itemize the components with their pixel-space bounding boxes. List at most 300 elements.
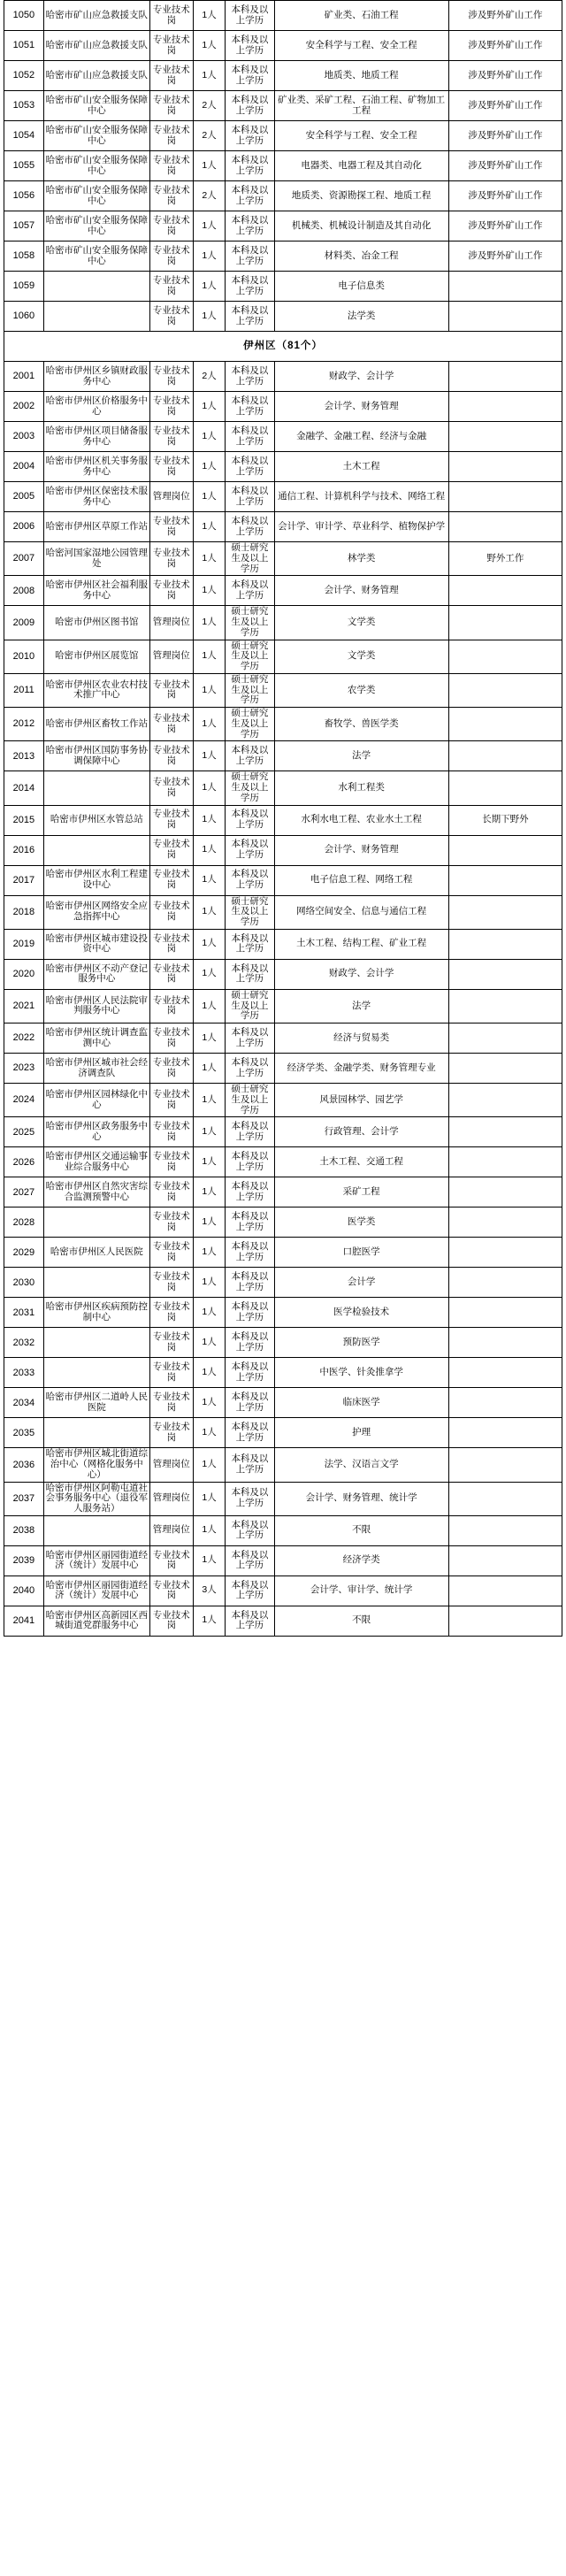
cell-post-type: 专业技术岗 xyxy=(149,121,193,151)
cell-post-type: 专业技术岗 xyxy=(149,1418,193,1448)
cell-note xyxy=(448,1418,562,1448)
cell-education: 硕士研究生及以上学历 xyxy=(226,606,274,640)
cell-headcount: 1人 xyxy=(193,1358,226,1388)
cell-unit-name xyxy=(43,771,149,805)
cell-headcount: 1人 xyxy=(193,422,226,452)
cell-headcount: 1人 xyxy=(193,835,226,865)
cell-education: 本科及以上学历 xyxy=(226,576,274,606)
table-row xyxy=(4,422,562,452)
cell-major: 会计学、审计学、草业科学、植物保护学 xyxy=(274,512,448,542)
cell-post-type: 专业技术岗 xyxy=(149,211,193,242)
cell-note: 涉及野外矿山工作 xyxy=(448,1,562,31)
cell-unit-name: 哈密市矿山安全服务保障中心 xyxy=(43,121,149,151)
table-row xyxy=(4,1388,562,1418)
cell-note xyxy=(448,1084,562,1117)
cell-unit-name: 哈密市伊州区高新园区西城街道党群服务中心 xyxy=(43,1606,149,1636)
cell-unit-name: 哈密市矿山应急救援支队 xyxy=(43,31,149,61)
cell-major: 安全科学与工程、安全工程 xyxy=(274,121,448,151)
cell-education: 本科及以上学历 xyxy=(226,1606,274,1636)
cell-unit-name: 哈密市矿山应急救援支队 xyxy=(43,61,149,91)
section-title: 伊州区（81个） xyxy=(4,332,562,362)
cell-unit-name xyxy=(43,835,149,865)
table-row xyxy=(4,1024,562,1054)
cell-note xyxy=(448,1054,562,1084)
cell-major: 会计学、财务管理 xyxy=(274,392,448,422)
cell-major: 矿业类、采矿工程、石油工程、矿物加工工程 xyxy=(274,91,448,121)
cell-major: 畜牧学、兽医学类 xyxy=(274,708,448,741)
cell-major: 法学类 xyxy=(274,302,448,332)
cell-education: 硕士研究生及以上学历 xyxy=(226,771,274,805)
cell-code: 2041 xyxy=(4,1606,44,1636)
cell-education: 本科及以上学历 xyxy=(226,512,274,542)
cell-headcount: 1人 xyxy=(193,1147,226,1177)
cell-code: 2036 xyxy=(4,1448,44,1482)
cell-major: 地质类、资源勘探工程、地质工程 xyxy=(274,181,448,211)
cell-education: 本科及以上学历 xyxy=(226,362,274,392)
cell-code: 2029 xyxy=(4,1238,44,1268)
cell-code: 1059 xyxy=(4,272,44,302)
cell-note xyxy=(448,1328,562,1358)
cell-headcount: 1人 xyxy=(193,1268,226,1298)
cell-code: 2006 xyxy=(4,512,44,542)
table-row xyxy=(4,1298,562,1328)
table-row xyxy=(4,61,562,91)
cell-post-type: 专业技术岗 xyxy=(149,392,193,422)
cell-post-type: 专业技术岗 xyxy=(149,576,193,606)
cell-major: 预防医学 xyxy=(274,1328,448,1358)
cell-note xyxy=(448,1448,562,1482)
cell-education: 硕士研究生及以上学历 xyxy=(226,708,274,741)
cell-headcount: 1人 xyxy=(193,512,226,542)
table-row xyxy=(4,895,562,929)
cell-note xyxy=(448,606,562,640)
cell-note xyxy=(448,1147,562,1177)
cell-major: 机械类、机械设计制造及其自动化 xyxy=(274,211,448,242)
table-row xyxy=(4,1238,562,1268)
cell-unit-name: 哈密市伊州区二道岭人民医院 xyxy=(43,1388,149,1418)
table-row xyxy=(4,805,562,835)
cell-headcount: 1人 xyxy=(193,1482,226,1515)
cell-post-type: 专业技术岗 xyxy=(149,1298,193,1328)
cell-post-type: 专业技术岗 xyxy=(149,1147,193,1177)
cell-unit-name: 哈密市伊州区人民医院 xyxy=(43,1238,149,1268)
cell-headcount: 1人 xyxy=(193,673,226,707)
cell-major: 风景园林学、园艺学 xyxy=(274,1084,448,1117)
cell-major: 电子信息类 xyxy=(274,272,448,302)
cell-unit-name xyxy=(43,1208,149,1238)
cell-headcount: 1人 xyxy=(193,1298,226,1328)
cell-unit-name: 哈密市伊州区农业农村技术推广中心 xyxy=(43,673,149,707)
cell-major: 金融学、金融工程、经济与金融 xyxy=(274,422,448,452)
cell-education: 本科及以上学历 xyxy=(226,1388,274,1418)
cell-note: 涉及野外矿山工作 xyxy=(448,211,562,242)
cell-code: 1050 xyxy=(4,1,44,31)
cell-education: 本科及以上学历 xyxy=(226,1054,274,1084)
cell-post-type: 专业技术岗 xyxy=(149,1388,193,1418)
cell-post-type: 专业技术岗 xyxy=(149,741,193,771)
cell-education: 硕士研究生及以上学历 xyxy=(226,640,274,673)
cell-unit-name: 哈密市伊州区丽园街道经济（统计）发展中心 xyxy=(43,1545,149,1576)
cell-note xyxy=(448,1024,562,1054)
cell-code: 2001 xyxy=(4,362,44,392)
cell-note: 涉及野外矿山工作 xyxy=(448,151,562,181)
cell-unit-name: 哈密市伊州区疾病预防控制中心 xyxy=(43,1298,149,1328)
cell-education: 本科及以上学历 xyxy=(226,1208,274,1238)
cell-unit-name: 哈密市伊州区政务服务中心 xyxy=(43,1117,149,1147)
cell-unit-name: 哈密市伊州区草原工作站 xyxy=(43,512,149,542)
cell-major: 经济与贸易类 xyxy=(274,1024,448,1054)
cell-education: 本科及以上学历 xyxy=(226,1298,274,1328)
cell-note xyxy=(448,1576,562,1606)
cell-education: 本科及以上学历 xyxy=(226,1268,274,1298)
cell-code: 2039 xyxy=(4,1545,44,1576)
cell-headcount: 1人 xyxy=(193,302,226,332)
cell-education: 本科及以上学历 xyxy=(226,1545,274,1576)
cell-headcount: 1人 xyxy=(193,708,226,741)
cell-unit-name: 哈密市伊州区机关事务服务中心 xyxy=(43,452,149,482)
cell-headcount: 1人 xyxy=(193,1238,226,1268)
cell-code: 2024 xyxy=(4,1084,44,1117)
cell-education: 本科及以上学历 xyxy=(226,1448,274,1482)
table-row xyxy=(4,91,562,121)
cell-code: 2031 xyxy=(4,1298,44,1328)
cell-major: 水利工程类 xyxy=(274,771,448,805)
cell-headcount: 1人 xyxy=(193,1,226,31)
cell-headcount: 1人 xyxy=(193,865,226,895)
cell-headcount: 1人 xyxy=(193,211,226,242)
cell-headcount: 1人 xyxy=(193,576,226,606)
cell-headcount: 1人 xyxy=(193,1328,226,1358)
cell-code: 1058 xyxy=(4,242,44,272)
cell-post-type: 专业技术岗 xyxy=(149,1238,193,1268)
cell-code: 2022 xyxy=(4,1024,44,1054)
cell-unit-name: 哈密市矿山安全服务保障中心 xyxy=(43,242,149,272)
cell-code: 1060 xyxy=(4,302,44,332)
cell-major: 法学 xyxy=(274,741,448,771)
cell-code: 2037 xyxy=(4,1482,44,1515)
table-body xyxy=(4,1,562,1637)
cell-unit-name: 哈密市伊州区交通运输事业综合服务中心 xyxy=(43,1147,149,1177)
cell-headcount: 1人 xyxy=(193,542,226,576)
cell-note xyxy=(448,1238,562,1268)
cell-major: 土木工程、结构工程、矿业工程 xyxy=(274,929,448,959)
cell-education: 本科及以上学历 xyxy=(226,929,274,959)
cell-note xyxy=(448,1606,562,1636)
table-row xyxy=(4,362,562,392)
cell-major: 法学、汉语言文学 xyxy=(274,1448,448,1482)
table-row xyxy=(4,606,562,640)
cell-post-type: 管理岗位 xyxy=(149,482,193,512)
cell-code: 1057 xyxy=(4,211,44,242)
cell-post-type: 专业技术岗 xyxy=(149,1054,193,1084)
cell-post-type: 专业技术岗 xyxy=(149,242,193,272)
cell-post-type: 管理岗位 xyxy=(149,1448,193,1482)
cell-major: 通信工程、计算机科学与技术、网络工程 xyxy=(274,482,448,512)
cell-post-type: 管理岗位 xyxy=(149,1515,193,1545)
cell-note: 涉及野外矿山工作 xyxy=(448,121,562,151)
cell-education: 本科及以上学历 xyxy=(226,1,274,31)
cell-headcount: 1人 xyxy=(193,1084,226,1117)
cell-unit-name: 哈密市伊州区乡镇财政服务中心 xyxy=(43,362,149,392)
table-row xyxy=(4,151,562,181)
cell-headcount: 3人 xyxy=(193,1576,226,1606)
cell-headcount: 1人 xyxy=(193,1117,226,1147)
cell-note: 涉及野外矿山工作 xyxy=(448,242,562,272)
cell-major: 医学检验技术 xyxy=(274,1298,448,1328)
cell-note xyxy=(448,1482,562,1515)
cell-education: 本科及以上学历 xyxy=(226,959,274,989)
cell-education: 本科及以上学历 xyxy=(226,865,274,895)
cell-note xyxy=(448,362,562,392)
cell-major: 护理 xyxy=(274,1418,448,1448)
cell-code: 2007 xyxy=(4,542,44,576)
cell-major: 行政管理、会计学 xyxy=(274,1117,448,1147)
cell-education: 本科及以上学历 xyxy=(226,121,274,151)
cell-note xyxy=(448,512,562,542)
cell-major: 不限 xyxy=(274,1606,448,1636)
table-row xyxy=(4,989,562,1023)
cell-education: 本科及以上学历 xyxy=(226,242,274,272)
cell-code: 2003 xyxy=(4,422,44,452)
cell-post-type: 专业技术岗 xyxy=(149,272,193,302)
cell-education: 本科及以上学历 xyxy=(226,211,274,242)
cell-major: 经济学类、金融学类、财务管理专业 xyxy=(274,1054,448,1084)
cell-unit-name: 哈密市矿山安全服务保障中心 xyxy=(43,151,149,181)
cell-headcount: 1人 xyxy=(193,1024,226,1054)
cell-post-type: 专业技术岗 xyxy=(149,1208,193,1238)
cell-code: 2030 xyxy=(4,1268,44,1298)
recruitment-table xyxy=(4,0,562,1637)
cell-major: 口腔医学 xyxy=(274,1238,448,1268)
cell-note xyxy=(448,771,562,805)
cell-major: 会计学、财务管理、统计学 xyxy=(274,1482,448,1515)
cell-unit-name: 哈密市矿山安全服务保障中心 xyxy=(43,91,149,121)
cell-code: 2038 xyxy=(4,1515,44,1545)
cell-headcount: 1人 xyxy=(193,392,226,422)
cell-unit-name: 哈密市伊州区丽园街道经济（统计）发展中心 xyxy=(43,1576,149,1606)
cell-post-type: 专业技术岗 xyxy=(149,771,193,805)
cell-note: 涉及野外矿山工作 xyxy=(448,61,562,91)
cell-post-type: 专业技术岗 xyxy=(149,31,193,61)
cell-headcount: 1人 xyxy=(193,929,226,959)
cell-note xyxy=(448,1117,562,1147)
cell-major: 不限 xyxy=(274,1515,448,1545)
cell-note xyxy=(448,272,562,302)
table-row xyxy=(4,242,562,272)
cell-unit-name xyxy=(43,1358,149,1388)
cell-headcount: 1人 xyxy=(193,640,226,673)
cell-code: 2009 xyxy=(4,606,44,640)
cell-education: 本科及以上学历 xyxy=(226,1328,274,1358)
table-row xyxy=(4,1084,562,1117)
cell-education: 本科及以上学历 xyxy=(226,482,274,512)
table-row xyxy=(4,121,562,151)
cell-post-type: 专业技术岗 xyxy=(149,805,193,835)
cell-note: 涉及野外矿山工作 xyxy=(448,181,562,211)
cell-post-type: 专业技术岗 xyxy=(149,91,193,121)
table-row xyxy=(4,741,562,771)
cell-post-type: 专业技术岗 xyxy=(149,1268,193,1298)
cell-headcount: 1人 xyxy=(193,1515,226,1545)
cell-post-type: 管理岗位 xyxy=(149,1482,193,1515)
cell-education: 硕士研究生及以上学历 xyxy=(226,895,274,929)
table-row xyxy=(4,1358,562,1388)
cell-headcount: 1人 xyxy=(193,1177,226,1208)
cell-unit-name: 哈密市伊州区统计调查监测中心 xyxy=(43,1024,149,1054)
cell-headcount: 1人 xyxy=(193,31,226,61)
cell-code: 2005 xyxy=(4,482,44,512)
cell-unit-name: 哈密市伊州区国防事务协调保障中心 xyxy=(43,741,149,771)
cell-headcount: 1人 xyxy=(193,1208,226,1238)
cell-post-type: 专业技术岗 xyxy=(149,989,193,1023)
cell-major: 材料类、冶金工程 xyxy=(274,242,448,272)
cell-headcount: 1人 xyxy=(193,771,226,805)
cell-code: 2010 xyxy=(4,640,44,673)
cell-post-type: 专业技术岗 xyxy=(149,422,193,452)
cell-major: 临床医学 xyxy=(274,1388,448,1418)
cell-education: 本科及以上学历 xyxy=(226,1177,274,1208)
cell-note xyxy=(448,576,562,606)
cell-education: 本科及以上学历 xyxy=(226,1117,274,1147)
cell-major: 中医学、针灸推拿学 xyxy=(274,1358,448,1388)
cell-note xyxy=(448,673,562,707)
cell-unit-name: 哈密市伊州区价格服务中心 xyxy=(43,392,149,422)
cell-headcount: 1人 xyxy=(193,151,226,181)
cell-post-type: 专业技术岗 xyxy=(149,1117,193,1147)
cell-post-type: 专业技术岗 xyxy=(149,542,193,576)
cell-major: 矿业类、石油工程 xyxy=(274,1,448,31)
cell-education: 本科及以上学历 xyxy=(226,1024,274,1054)
cell-note xyxy=(448,452,562,482)
cell-education: 本科及以上学历 xyxy=(226,61,274,91)
cell-unit-name: 哈密市矿山安全服务保障中心 xyxy=(43,211,149,242)
cell-unit-name xyxy=(43,1515,149,1545)
cell-post-type: 专业技术岗 xyxy=(149,512,193,542)
table-row xyxy=(4,1147,562,1177)
cell-education: 本科及以上学历 xyxy=(226,151,274,181)
cell-major: 安全科学与工程、安全工程 xyxy=(274,31,448,61)
cell-education: 硕士研究生及以上学历 xyxy=(226,1084,274,1117)
cell-education: 本科及以上学历 xyxy=(226,1515,274,1545)
cell-major: 网络空间安全、信息与通信工程 xyxy=(274,895,448,929)
cell-note xyxy=(448,640,562,673)
table-row xyxy=(4,708,562,741)
cell-code: 2016 xyxy=(4,835,44,865)
cell-note: 涉及野外矿山工作 xyxy=(448,91,562,121)
cell-post-type: 专业技术岗 xyxy=(149,302,193,332)
table-row xyxy=(4,640,562,673)
table-row xyxy=(4,865,562,895)
cell-code: 2008 xyxy=(4,576,44,606)
cell-headcount: 1人 xyxy=(193,482,226,512)
cell-note xyxy=(448,959,562,989)
cell-education: 本科及以上学历 xyxy=(226,741,274,771)
cell-note xyxy=(448,865,562,895)
cell-post-type: 专业技术岗 xyxy=(149,673,193,707)
cell-unit-name xyxy=(43,1328,149,1358)
cell-unit-name: 哈密河国家湿地公园管理处 xyxy=(43,542,149,576)
cell-major: 经济学类 xyxy=(274,1545,448,1576)
cell-post-type: 管理岗位 xyxy=(149,606,193,640)
cell-headcount: 1人 xyxy=(193,1054,226,1084)
cell-note: 长期下野外 xyxy=(448,805,562,835)
cell-headcount: 2人 xyxy=(193,362,226,392)
table-row xyxy=(4,1054,562,1084)
cell-code: 2040 xyxy=(4,1576,44,1606)
table-row xyxy=(4,512,562,542)
cell-note xyxy=(448,895,562,929)
cell-education: 本科及以上学历 xyxy=(226,31,274,61)
cell-unit-name: 哈密市伊州区项目储备服务中心 xyxy=(43,422,149,452)
cell-headcount: 1人 xyxy=(193,1606,226,1636)
cell-headcount: 1人 xyxy=(193,1448,226,1482)
cell-education: 本科及以上学历 xyxy=(226,1482,274,1515)
cell-code: 1055 xyxy=(4,151,44,181)
cell-post-type: 专业技术岗 xyxy=(149,1606,193,1636)
section-header-row xyxy=(4,332,562,362)
cell-note xyxy=(448,989,562,1023)
cell-unit-name xyxy=(43,302,149,332)
cell-code: 2004 xyxy=(4,452,44,482)
cell-unit-name: 哈密市伊州区展览馆 xyxy=(43,640,149,673)
table-row xyxy=(4,452,562,482)
cell-headcount: 1人 xyxy=(193,989,226,1023)
cell-code: 2020 xyxy=(4,959,44,989)
cell-education: 本科及以上学历 xyxy=(226,1576,274,1606)
cell-major: 会计学、财务管理 xyxy=(274,576,448,606)
cell-note xyxy=(448,1268,562,1298)
table-row xyxy=(4,1418,562,1448)
cell-post-type: 专业技术岗 xyxy=(149,1084,193,1117)
cell-headcount: 1人 xyxy=(193,452,226,482)
cell-code: 1056 xyxy=(4,181,44,211)
cell-post-type: 专业技术岗 xyxy=(149,1177,193,1208)
cell-major: 电器类、电器工程及其自动化 xyxy=(274,151,448,181)
cell-code: 2018 xyxy=(4,895,44,929)
cell-post-type: 专业技术岗 xyxy=(149,181,193,211)
cell-education: 本科及以上学历 xyxy=(226,91,274,121)
cell-major: 会计学、财务管理 xyxy=(274,835,448,865)
table-row xyxy=(4,1268,562,1298)
cell-headcount: 1人 xyxy=(193,61,226,91)
table-row xyxy=(4,1515,562,1545)
table-row xyxy=(4,1576,562,1606)
cell-headcount: 1人 xyxy=(193,242,226,272)
cell-major: 医学类 xyxy=(274,1208,448,1238)
cell-code: 2034 xyxy=(4,1388,44,1418)
cell-major: 采矿工程 xyxy=(274,1177,448,1208)
table-row xyxy=(4,1208,562,1238)
cell-post-type: 专业技术岗 xyxy=(149,959,193,989)
cell-unit-name: 哈密市伊州区自然灾害综合监测预警中心 xyxy=(43,1177,149,1208)
table-row xyxy=(4,1328,562,1358)
cell-code: 2023 xyxy=(4,1054,44,1084)
cell-note xyxy=(448,929,562,959)
table-row xyxy=(4,211,562,242)
table-row xyxy=(4,1,562,31)
cell-code: 2021 xyxy=(4,989,44,1023)
cell-post-type: 专业技术岗 xyxy=(149,1328,193,1358)
cell-unit-name: 哈密市伊州区畜牧工作站 xyxy=(43,708,149,741)
cell-unit-name xyxy=(43,1268,149,1298)
cell-code: 2014 xyxy=(4,771,44,805)
cell-code: 2002 xyxy=(4,392,44,422)
cell-unit-name: 哈密市伊州区不动产登记服务中心 xyxy=(43,959,149,989)
cell-headcount: 1人 xyxy=(193,805,226,835)
table-row xyxy=(4,835,562,865)
cell-post-type: 专业技术岗 xyxy=(149,1,193,31)
cell-note xyxy=(448,1545,562,1576)
